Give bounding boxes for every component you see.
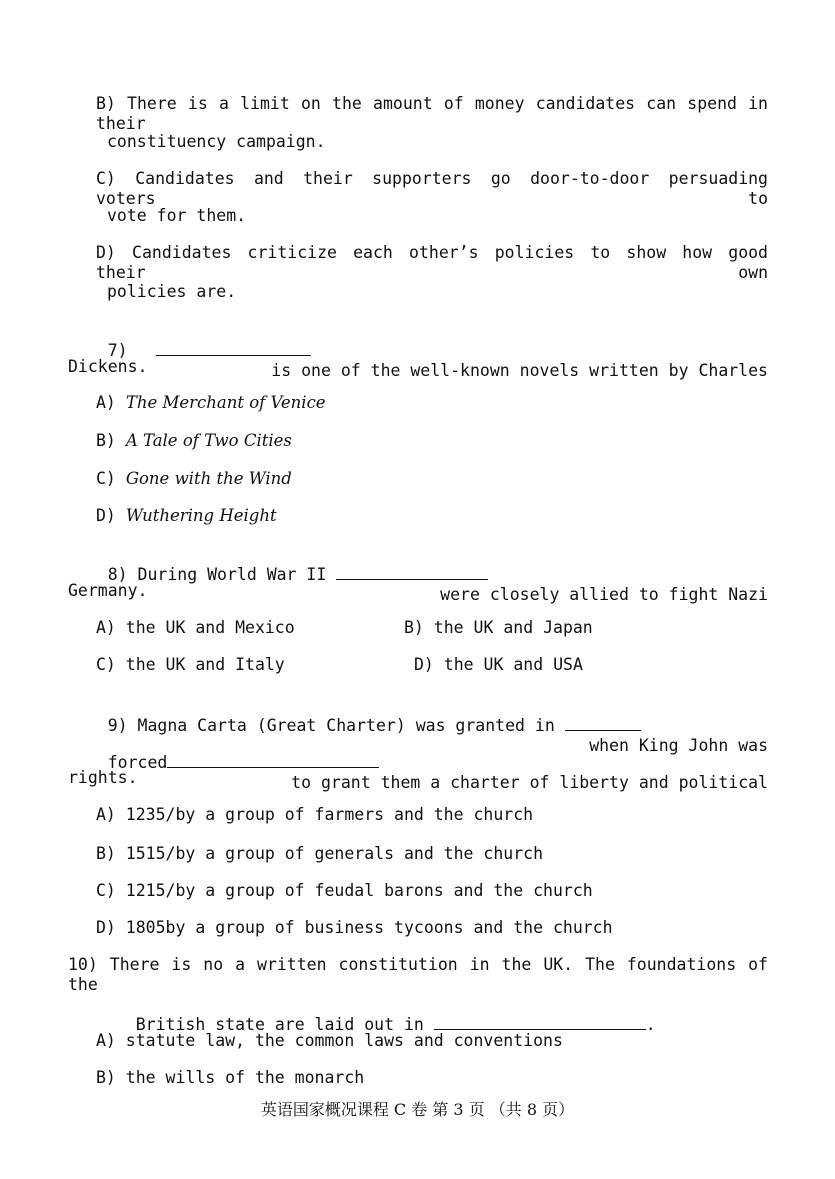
page-footer: 英语国家概况课程 C 卷 第 3 页 （共 8 页） [260, 1100, 575, 1119]
q6-option-d-line1: D) Candidates criticize each other’s policies to show how good their own [96, 243, 768, 282]
q7-answer-blank[interactable] [156, 339, 311, 356]
q10-option-a: A) statute law, the common laws and conventions [96, 1031, 563, 1050]
q6-option-b-line2: constituency campaign. [107, 132, 326, 151]
q7-option-c-label: C) [96, 469, 116, 488]
q7-option-b-label: B) [96, 431, 116, 450]
q6-option-b-line1: B) There is a limit on the amount of money candidates can spend in their [96, 94, 768, 133]
q8-stem-line1 [68, 543, 768, 605]
q7-option-d-label: D) [96, 506, 116, 525]
q6-option-c-line1: C) Candidates and their supporters go door-to-door persuading voters to [96, 169, 768, 208]
q8-stem-start: 8) During World War II [107, 565, 327, 584]
q6-option-d-line2: policies are. [107, 282, 237, 301]
q8-option-c: C) the UK and Italy [96, 655, 285, 674]
q7-option-d [96, 506, 277, 526]
q7-option-d-text: Wuthering Height [125, 506, 277, 525]
q9-forced-text: forced [107, 753, 168, 772]
q7-stem-line2: Dickens. [68, 357, 148, 376]
q9-option-a: A) 1235/by a group of farmers and the church [96, 805, 534, 824]
q9-answer-blank-1[interactable] [565, 714, 641, 731]
q8-stem-end: were closely allied to fight Nazi [440, 585, 768, 604]
q7-option-b-text: A Tale of Two Cities [125, 431, 292, 450]
q7-option-a [96, 393, 326, 413]
q6-option-c-line2: vote for them. [107, 206, 247, 225]
q8-option-a: A) the UK and Mexico [96, 618, 295, 637]
q9-stem-rest: to grant them a charter of liberty and political [291, 773, 768, 792]
q8-option-d: D) the UK and USA [414, 655, 583, 674]
q7-option-a-label: A) [96, 393, 116, 412]
q7-stem-text: is one of the well-known novels written by Charles [271, 361, 768, 380]
q8-answer-blank[interactable] [336, 563, 488, 580]
q9-stem-start: 9) Magna Carta (Great Charter) was granted in [107, 716, 555, 735]
q7-option-b [96, 431, 292, 451]
q8-option-b: B) the UK and Japan [404, 618, 593, 637]
q9-stem-line2 [68, 731, 768, 793]
q9-stem-line3: rights. [68, 768, 138, 787]
q10-stem-text: British state are laid out in [135, 1015, 424, 1034]
q7-option-c-text: Gone with the Wind [125, 469, 292, 488]
q7-option-a-text: The Merchant of Venice [125, 393, 326, 412]
q10-answer-blank[interactable] [434, 1013, 646, 1030]
q7-option-c [96, 469, 292, 489]
q7-number: 7) [107, 341, 128, 360]
q9-option-b: B) 1515/by a group of generals and the church [96, 844, 544, 863]
q8-stem-line2: Germany. [68, 581, 148, 600]
q9-answer-blank-2[interactable] [167, 751, 379, 768]
q9-option-c: C) 1215/by a group of feudal barons and the church [96, 881, 593, 900]
q10-stem-period: . [645, 1015, 656, 1034]
q7-stem-line1 [68, 319, 768, 381]
q9-stem-end: when King John was [589, 736, 768, 755]
q10-stem-line1: 10) There is no a written constitution in the UK. The foundations of the [68, 955, 768, 994]
q10-option-b: B) the wills of the monarch [96, 1068, 365, 1087]
q9-option-d: D) 1805by a group of business tycoons and the church [96, 918, 613, 937]
